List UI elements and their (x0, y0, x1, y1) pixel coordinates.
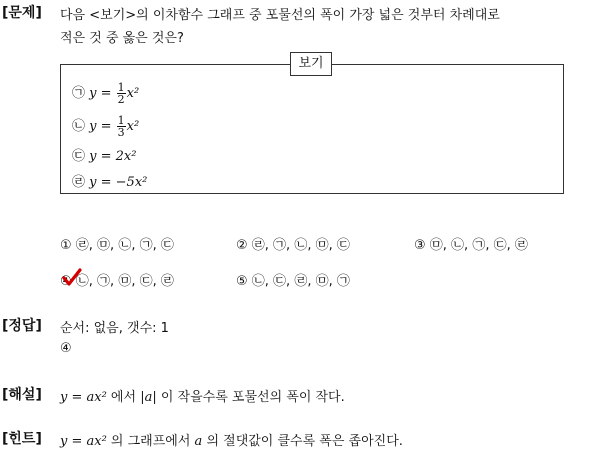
hint-math-2: a (194, 434, 203, 449)
option-3[interactable] (414, 234, 528, 253)
question-tag: [문제] (2, 5, 42, 21)
item-rhs: x² (126, 119, 140, 134)
option-number: ② (236, 238, 248, 253)
example-item-1 (72, 82, 139, 105)
fraction (117, 115, 126, 138)
option-text: ㉡, ㉠, ㉤, ㉢, ㉣ (75, 274, 174, 289)
fraction (117, 82, 126, 105)
explanation-math-2: |a| (140, 390, 157, 405)
hint-text-2: 의 절댓값이 클수록 폭은 좁아진다. (202, 434, 403, 449)
fraction-numerator: 1 (117, 81, 125, 94)
item-label: ㉣ (72, 175, 86, 190)
example-item-2 (72, 115, 139, 138)
fraction-denominator: 2 (117, 93, 125, 106)
item-label: ㉠ (72, 86, 86, 101)
example-item-3 (72, 145, 136, 164)
item-expr: y = −5x² (89, 175, 148, 190)
hint-math-1: y = ax² (60, 434, 107, 449)
item-lhs: y = (89, 119, 116, 134)
explanation-math-1: y = ax² (60, 390, 107, 405)
example-box-title: 보기 (290, 52, 332, 76)
item-label: ㉡ (72, 119, 86, 134)
checkmark-icon (62, 267, 82, 287)
question-text-line1: 다음 <보기>의 이차함수 그래프 중 포물선의 폭이 가장 넓은 것부터 차례대로 (60, 8, 500, 23)
option-number: ① (60, 238, 72, 253)
option-text: ㉤, ㉡, ㉠, ㉢, ㉣ (429, 238, 528, 253)
option-number: ⑤ (236, 274, 248, 289)
hint-tag: [힌트] (2, 431, 42, 447)
option-number: ④ (60, 274, 72, 289)
answer-tag: [정답] (2, 318, 42, 334)
option-1[interactable] (60, 234, 174, 253)
option-number: ③ (414, 238, 426, 253)
item-lhs: y = (89, 86, 116, 101)
option-2[interactable] (236, 234, 350, 253)
fraction-numerator: 1 (117, 114, 125, 127)
option-text: ㉣, ㉠, ㉡, ㉤, ㉢ (251, 238, 350, 253)
item-rhs: x² (126, 86, 140, 101)
option-5[interactable] (236, 270, 350, 289)
explanation-text-1: 에서 (106, 390, 141, 405)
item-expr: y = 2x² (89, 149, 137, 164)
example-item-4 (72, 171, 147, 190)
explanation-text (60, 386, 345, 405)
option-text: ㉡, ㉢, ㉣, ㉤, ㉠ (251, 274, 350, 289)
answer-line2: ④ (60, 341, 72, 356)
answer-line1: 순서: 없음, 갯수: 1 (60, 321, 169, 336)
hint-text (60, 430, 403, 449)
item-label: ㉢ (72, 149, 86, 164)
option-text: ㉣, ㉤, ㉡, ㉠, ㉢ (75, 238, 174, 253)
explanation-tag: [해설] (2, 387, 42, 403)
hint-text-1: 의 그래프에서 (106, 434, 195, 449)
fraction-denominator: 3 (117, 126, 125, 139)
explanation-text-2: 이 작을수록 포물선의 폭이 작다. (156, 390, 345, 405)
question-text-line2: 적은 것 중 옳은 것은? (60, 31, 184, 46)
